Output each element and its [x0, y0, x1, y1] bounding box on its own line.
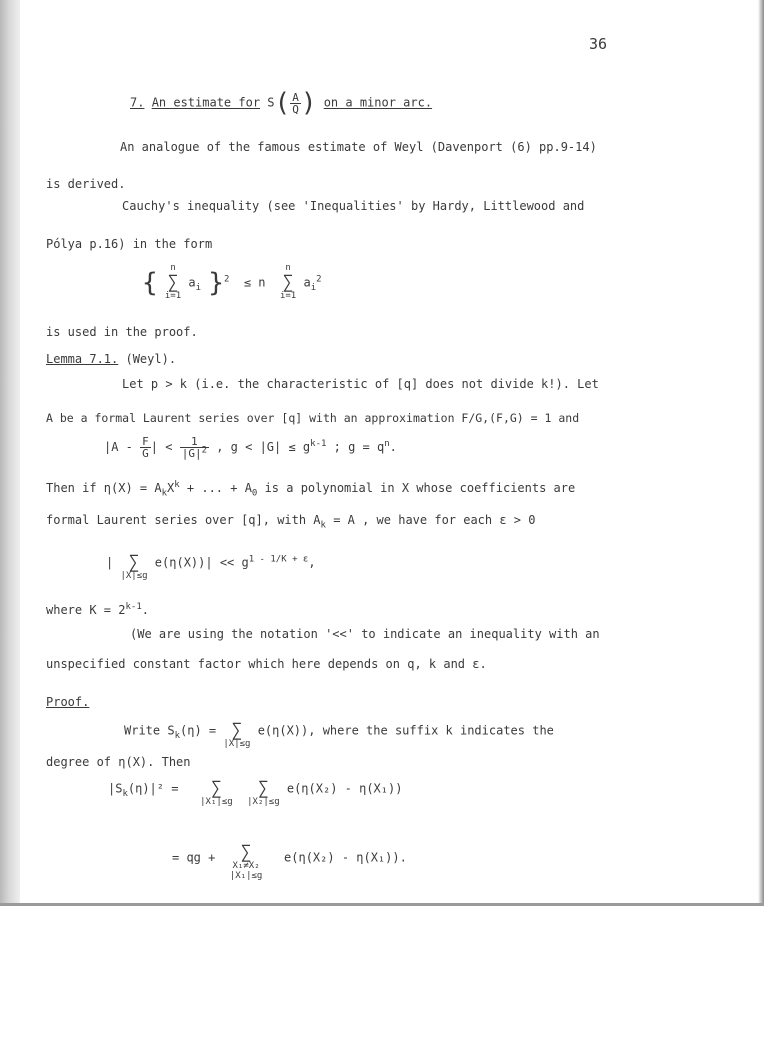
- lemma-conditions: |A - $\frac{F}{G}$ | < $\frac{1}{|G|^2}$ , $g < |G| \le g^{k-1}$ ; $g = q^n$.: [104, 435, 397, 460]
- lemma-line-4: formal Laurent series over [q], with $A_k = A$ , we have for each ε > 0: [46, 513, 536, 531]
- section-heading: 7. An estimate for S( $\frac{A}{Q}$ ) on a minor arc.: [130, 88, 433, 118]
- page-number: 36: [589, 35, 608, 53]
- proof-write-line: Write $S_k(\eta)$ = ∑ |X|≤g e(η(X)), where the suffix k indicates the: [124, 719, 554, 749]
- intro-after: is used in the proof.: [46, 325, 198, 339]
- lemma-line-1: Let p > k (i.e. the characteristic of [q] does not divide k!). Let: [122, 377, 599, 391]
- section-title-part1: An estimate for: [151, 95, 261, 110]
- lemma-name: (Weyl).: [125, 352, 177, 366]
- proof-heading: [46, 696, 89, 708]
- lemma-note-2: unspecified constant factor which here depends on q, k and ε.: [46, 657, 487, 671]
- proof-line-2: degree of η(X). Then: [46, 755, 191, 769]
- intro-line-1: An analogue of the famous estimate of Weyl (Davenport (6) pp.9-14): [120, 140, 597, 154]
- intro-line-3: Cauchy's inequality (see 'Inequalities' by Hardy, Littlewood and: [122, 199, 585, 213]
- cauchy-inequality: { n ∑ i=1 $a_i$ }$^2$ ≤ n n ∑ i=1 $a_i^2$: [142, 263, 322, 301]
- lemma-line-3: Then if $\eta(X) = A_kX^k$ + ... + $A_0$ is a polynomial in X whose coefficients are: [46, 480, 576, 499]
- section-prefix: 7.: [130, 95, 145, 110]
- section-s-symbol: S: [267, 95, 275, 110]
- intro-line-4: Pólya p.16) in the form: [46, 237, 213, 251]
- section-title-part2: on a minor arc.: [323, 95, 433, 110]
- lemma-note-1: (We are using the notation '<<' to indicate an inequality with an: [130, 627, 600, 641]
- proof-label: Proof.: [46, 695, 90, 709]
- lemma-where: where $K = 2^{k-1}$.: [46, 602, 149, 617]
- lemma-label: Lemma 7.1.: [46, 352, 119, 366]
- proof-equation-1: $|S_k(\eta)|^2$ = ∑ |X₁|≤g ∑ |X₂|≤g e(η(X₂) - η(X₁)): [108, 777, 403, 807]
- intro-line-2: is derived.: [46, 177, 126, 191]
- lemma-heading: [46, 353, 176, 365]
- proof-equation-2: = qg + ∑ X₁≠X₂ |X₁|≤g e(η(X₂) - η(X₁)).: [172, 841, 407, 881]
- lemma-line-2: A be a formal Laurent series over [q] with an approximation F/G,(F,G) = 1 and: [46, 411, 580, 425]
- lemma-estimate: | ∑ |X|≤g $e(\eta(X))| << g^{1 - 1/K + \varepsilon}$,: [106, 551, 316, 581]
- section-fraction: $\frac{A}{Q}$: [292, 90, 299, 116]
